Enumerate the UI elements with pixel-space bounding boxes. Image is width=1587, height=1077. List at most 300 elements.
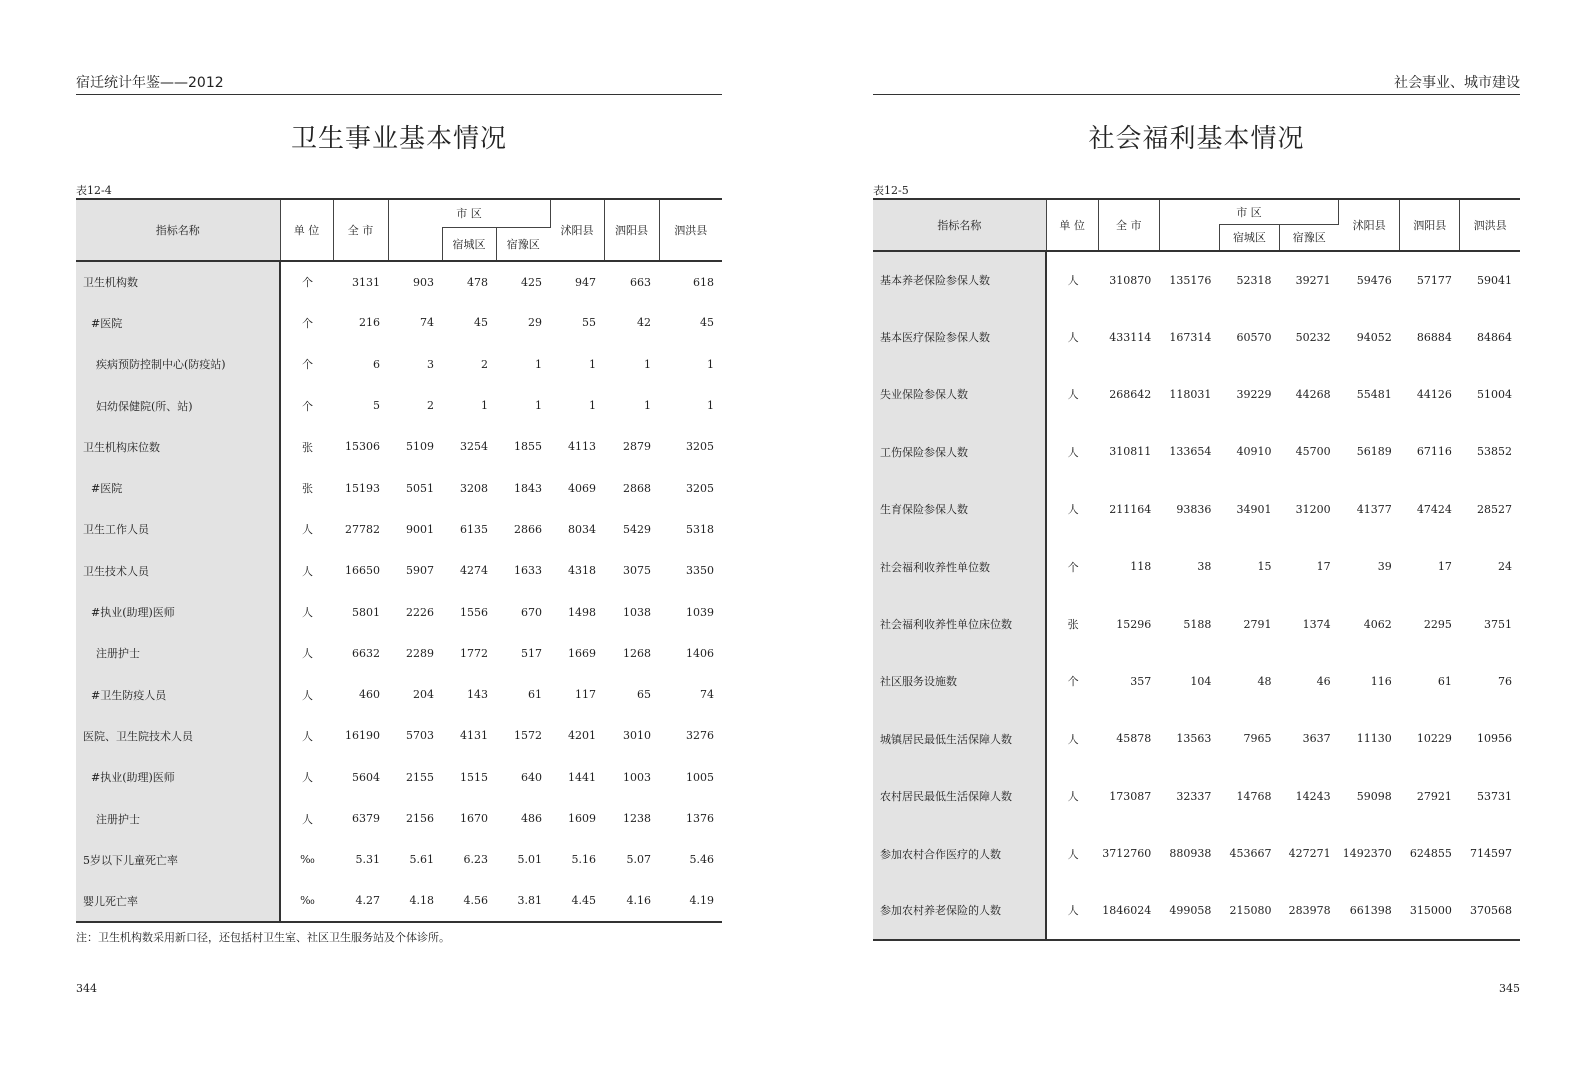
row-value: 211164	[1109, 502, 1152, 516]
row-value: 4.16	[604, 880, 659, 921]
row-value: 60570	[1236, 330, 1272, 344]
row-value: 310870	[1109, 273, 1152, 287]
row-value: 1238	[623, 812, 651, 825]
row-unit: 人	[302, 729, 313, 743]
row-value: 6379	[352, 812, 380, 825]
row-value: 17	[1437, 560, 1452, 574]
header-city: 全 市	[333, 199, 388, 261]
row-name: 城镇居民最低生活保障人数	[873, 710, 1046, 767]
table-row	[76, 426, 722, 467]
row-value: 50232	[1295, 330, 1331, 344]
row-value: 3205	[686, 440, 714, 454]
row-unit: 个	[1067, 675, 1079, 689]
row-value: 2226	[406, 605, 434, 619]
row-name: #执业(助理)医师	[76, 591, 280, 632]
row-value: 133654	[1169, 445, 1212, 459]
row-value: 499058	[1159, 882, 1219, 939]
row-value: 640	[521, 770, 542, 784]
row-value: 84864	[1477, 330, 1512, 344]
row-value: 5051	[406, 481, 434, 495]
row-unit: 人	[1067, 732, 1079, 746]
table-row	[76, 880, 722, 921]
row-value: 5109	[406, 440, 434, 454]
row-value: 4.27	[333, 880, 388, 921]
row-name: 卫生机构床位数	[76, 426, 280, 467]
table-row	[76, 674, 722, 715]
row-value: 61	[528, 688, 542, 702]
row-value: 624855	[1409, 847, 1452, 861]
row-name: 社会福利收养性单位数	[873, 538, 1046, 595]
row-value: 1498	[568, 605, 596, 619]
row-value: 16650	[345, 564, 380, 578]
row-value: 94052	[1356, 330, 1392, 344]
row-name: #卫生防疫人员	[76, 674, 280, 715]
row-name: 医院、卫生院技术人员	[76, 715, 280, 756]
row-value: 16190	[345, 729, 380, 743]
row-value: 15296	[1116, 617, 1152, 631]
header-sihong: 泗洪县	[1460, 199, 1520, 251]
row-value: 135176	[1169, 273, 1212, 287]
row-value: 4274	[460, 564, 488, 578]
row-value: 310811	[1109, 445, 1152, 459]
row-value: 116	[1370, 674, 1392, 688]
row-value: 1406	[686, 646, 714, 660]
row-unit: 人	[302, 771, 313, 785]
header-urban: 市 区	[388, 199, 550, 227]
header-shuyang: 沭阳县	[550, 199, 604, 261]
row-value: 4201	[568, 729, 596, 743]
row-value: 15306	[345, 440, 380, 454]
row-unit: 人	[1067, 503, 1079, 517]
row-unit: 人	[302, 606, 313, 620]
table-row	[76, 839, 722, 880]
row-unit: 个	[302, 358, 313, 372]
row-value: 618	[693, 275, 714, 289]
row-value: 59041	[1477, 273, 1512, 287]
row-name: 生育保险参保人数	[873, 481, 1046, 538]
row-value: 427271	[1288, 847, 1331, 861]
row-value: 283978	[1280, 882, 1339, 939]
row-unit: 人	[1067, 331, 1079, 345]
table-row	[873, 710, 1520, 767]
header-suyu: 宿豫区	[1280, 224, 1339, 251]
table-number-left: 表12-4	[76, 184, 112, 197]
table-row	[76, 385, 722, 426]
row-value: 3712760	[1102, 847, 1152, 861]
row-value: 6632	[352, 646, 380, 660]
row-value: 2156	[406, 812, 434, 825]
row-value: 9001	[406, 522, 434, 536]
row-value: 118031	[1169, 387, 1212, 401]
row-value: 3	[427, 357, 434, 371]
row-value: 5.16	[571, 853, 596, 867]
header-urban: 市 区	[1159, 199, 1338, 224]
row-value: 46	[1316, 674, 1331, 688]
row-value: 2295	[1423, 617, 1452, 631]
header-city: 全 市	[1098, 199, 1159, 251]
row-value: 7965	[1243, 732, 1272, 746]
row-name: 社会福利收养性单位床位数	[873, 595, 1046, 652]
row-value: 118	[1130, 560, 1152, 574]
row-name: 妇幼保健院(所、站)	[76, 385, 280, 426]
row-value: 3075	[623, 564, 651, 578]
row-unit: 人	[1067, 274, 1079, 288]
row-value: 3254	[460, 440, 488, 454]
row-value: 42	[637, 316, 651, 330]
row-name: 社区服务设施数	[873, 653, 1046, 710]
header-suyu: 宿豫区	[496, 227, 550, 261]
row-unit: 个	[302, 399, 313, 413]
table-row	[76, 509, 722, 550]
row-name: 卫生工作人员	[76, 509, 280, 550]
welfare-table-body	[873, 251, 1520, 940]
row-value: 32337	[1176, 789, 1212, 803]
row-value: 1855	[514, 440, 542, 454]
row-value: 1	[707, 399, 714, 413]
row-value: 663	[630, 275, 651, 289]
row-value: 39	[1377, 560, 1392, 574]
table-row	[873, 538, 1520, 595]
row-value: 55	[582, 316, 596, 330]
row-name: 婴儿死亡率	[76, 880, 280, 921]
header-unit: 单 位	[1046, 199, 1098, 251]
row-value: 44268	[1295, 387, 1331, 401]
row-value: 5.31	[355, 853, 380, 867]
row-name: 农村居民最低生活保障人数	[873, 768, 1046, 825]
row-value: 216	[359, 316, 380, 330]
row-value: 15	[1257, 560, 1272, 574]
table-row	[873, 366, 1520, 423]
row-name: 基本医疗保险参保人数	[873, 308, 1046, 365]
row-unit: 个	[1067, 560, 1079, 574]
header-indicator-name: 指标名称	[76, 199, 280, 261]
row-unit: 张	[1067, 618, 1079, 632]
row-value: 56189	[1356, 445, 1392, 459]
row-value: 5	[373, 399, 380, 413]
page-title-left: 卫生事业基本情况	[290, 124, 507, 154]
row-value: 486	[521, 812, 542, 825]
row-value: 453667	[1229, 847, 1272, 861]
row-value: 315000	[1400, 882, 1460, 939]
row-value: 93836	[1176, 502, 1212, 516]
table-row	[873, 768, 1520, 825]
row-value: 1	[589, 399, 596, 413]
health-table	[76, 198, 722, 923]
row-unit: 人	[302, 688, 313, 702]
row-value: 59098	[1356, 789, 1392, 803]
row-value: 45878	[1116, 732, 1152, 746]
row-value: 38	[1197, 560, 1212, 574]
row-value: 1441	[568, 770, 596, 784]
row-value: 1038	[623, 605, 651, 619]
row-unit: 人	[302, 523, 313, 537]
row-value: 11130	[1356, 732, 1392, 746]
table-row	[76, 591, 722, 632]
row-unit: 人	[1067, 445, 1079, 459]
row-name: 注册护士	[76, 798, 280, 839]
row-value: 59476	[1356, 273, 1392, 287]
row-unit: 人	[302, 647, 313, 661]
row-value: 1	[644, 357, 651, 371]
row-value: 670	[521, 605, 542, 619]
row-value: 1	[707, 357, 714, 371]
row-value: 1772	[460, 646, 488, 660]
row-value: 5703	[406, 729, 434, 743]
header-indicator-name: 指标名称	[873, 199, 1046, 251]
table-row	[76, 715, 722, 756]
row-name: #执业(助理)医师	[76, 757, 280, 798]
header-sucheng: 宿城区	[1219, 224, 1279, 251]
page-title-right: 社会福利基本情况	[1088, 124, 1305, 154]
row-value: 15193	[345, 481, 380, 495]
row-value: 3350	[686, 564, 714, 578]
header-siyang: 泗阳县	[1400, 199, 1460, 251]
row-value: 2289	[406, 646, 434, 660]
row-value: 3276	[686, 729, 714, 743]
health-table-body	[76, 261, 722, 922]
row-value: 370568	[1460, 882, 1520, 939]
table-row	[873, 423, 1520, 480]
header-urban-total	[1159, 224, 1219, 251]
row-value: 6135	[460, 522, 488, 536]
row-value: 460	[359, 688, 380, 702]
page-number-right: 345	[1499, 982, 1520, 995]
row-value: 5.01	[517, 853, 542, 867]
row-value: 4.19	[659, 880, 722, 921]
row-value: 1556	[460, 605, 488, 619]
row-value: 215080	[1219, 882, 1279, 939]
row-value: 661398	[1339, 882, 1400, 939]
row-value: 3010	[623, 729, 651, 743]
row-value: 1	[589, 357, 596, 371]
row-value: 4113	[568, 440, 596, 454]
row-name: 疾病预防控制中心(防疫站)	[76, 344, 280, 385]
row-value: 425	[521, 275, 542, 289]
table-row	[873, 308, 1520, 365]
row-unit: 张	[302, 482, 313, 496]
row-value: 86884	[1416, 330, 1452, 344]
row-value: 1003	[623, 770, 651, 784]
row-value: 2868	[623, 481, 651, 495]
table-row	[873, 481, 1520, 538]
row-value: 5604	[352, 770, 380, 784]
table-row	[76, 344, 722, 385]
row-value: 167314	[1169, 330, 1212, 344]
row-value: 1669	[568, 646, 596, 660]
row-unit: 人	[1067, 790, 1079, 804]
row-value: 2791	[1243, 617, 1272, 631]
row-value: 1633	[514, 564, 542, 578]
table-row	[76, 633, 722, 674]
row-value: 2866	[514, 522, 542, 536]
row-value: 5.46	[689, 853, 714, 867]
row-value: 5.61	[409, 853, 434, 867]
row-value: 40910	[1236, 445, 1272, 459]
row-unit: ‰	[300, 853, 315, 867]
row-value: 27782	[345, 522, 380, 536]
table-row	[76, 261, 722, 302]
row-value: 5188	[1183, 617, 1212, 631]
row-value: 1492370	[1342, 847, 1392, 861]
row-value: 4062	[1363, 617, 1392, 631]
row-value: 2	[427, 399, 434, 413]
row-value: 903	[413, 275, 434, 289]
row-name: 卫生技术人员	[76, 550, 280, 591]
row-value: 6	[373, 357, 380, 371]
row-value: 4.56	[442, 880, 496, 921]
row-value: 31200	[1295, 502, 1331, 516]
table-row	[76, 798, 722, 839]
table-row	[873, 882, 1520, 939]
row-value: 714597	[1470, 847, 1512, 861]
row-value: 104	[1190, 674, 1212, 688]
row-name: 基本养老保险参保人数	[873, 251, 1046, 308]
row-value: 143	[467, 688, 488, 702]
row-value: 67116	[1416, 445, 1452, 459]
table-row	[76, 467, 722, 508]
row-value: 1	[535, 357, 542, 371]
row-value: 1	[644, 399, 651, 413]
row-value: 55481	[1356, 387, 1392, 401]
row-value: 5801	[352, 605, 380, 619]
page-number-left: 344	[76, 982, 97, 995]
row-unit: 人	[302, 812, 313, 826]
row-value: 1846024	[1098, 882, 1159, 939]
row-value: 1039	[686, 605, 714, 619]
row-value: 1005	[686, 770, 714, 784]
row-value: 10229	[1416, 732, 1452, 746]
row-value: 5907	[406, 564, 434, 578]
row-value: 45	[700, 316, 714, 330]
row-value: 1268	[623, 646, 651, 660]
header-shuyang: 沭阳县	[1339, 199, 1400, 251]
row-value: 3131	[352, 275, 380, 289]
row-value: 57177	[1416, 273, 1452, 287]
right-page	[873, 0, 1520, 1077]
row-name: #医院	[76, 302, 280, 343]
row-value: 4318	[568, 564, 596, 578]
row-value: 1609	[568, 812, 596, 825]
row-value: 1376	[686, 812, 714, 825]
table-number-right: 表12-5	[873, 184, 909, 197]
welfare-table	[873, 198, 1520, 941]
row-value: 39229	[1236, 387, 1272, 401]
header-siyang: 泗阳县	[604, 199, 659, 261]
row-name: 失业保险参保人数	[873, 366, 1046, 423]
row-unit: 个	[302, 316, 313, 330]
row-unit: 个	[302, 276, 313, 290]
row-value: 4.18	[388, 880, 442, 921]
table-row	[873, 653, 1520, 710]
row-value: 10956	[1477, 732, 1512, 746]
row-value: 173087	[1109, 789, 1152, 803]
row-unit: ‰	[280, 880, 333, 921]
row-unit: 人	[1046, 882, 1098, 939]
row-value: 13563	[1176, 732, 1212, 746]
row-value: 24	[1498, 560, 1512, 574]
row-value: 947	[575, 275, 596, 289]
row-value: 65	[637, 688, 651, 702]
row-value: 45700	[1295, 445, 1331, 459]
row-value: 41377	[1356, 502, 1392, 516]
row-value: 433114	[1109, 330, 1152, 344]
row-value: 117	[575, 688, 596, 702]
row-value: 28527	[1477, 502, 1512, 516]
row-value: 204	[413, 688, 434, 702]
row-value: 14243	[1295, 789, 1331, 803]
table-row	[873, 251, 1520, 308]
row-value: 6.23	[463, 853, 488, 867]
row-value: 4.45	[550, 880, 604, 921]
row-value: 53852	[1477, 445, 1512, 459]
row-value: 27921	[1416, 789, 1452, 803]
row-value: 2155	[406, 770, 434, 784]
row-unit: 张	[302, 440, 313, 454]
table-row	[76, 757, 722, 798]
table-row	[76, 302, 722, 343]
row-value: 34901	[1236, 502, 1272, 516]
row-value: 17	[1316, 560, 1331, 574]
table-note: 注：卫生机构数采用新口径，还包括村卫生室、社区卫生服务站及个体诊所。	[76, 931, 450, 944]
running-head-right: 社会事业、城市建设	[873, 76, 1520, 95]
row-value: 4131	[460, 729, 488, 743]
row-value: 45	[474, 316, 488, 330]
row-value: 880938	[1169, 847, 1212, 861]
row-value: 357	[1130, 674, 1152, 688]
row-name: #医院	[76, 467, 280, 508]
row-value: 4069	[568, 481, 596, 495]
row-value: 1	[535, 399, 542, 413]
row-name: 5岁以下儿童死亡率	[76, 839, 280, 880]
row-value: 8034	[568, 522, 596, 536]
row-value: 52318	[1236, 273, 1272, 287]
row-value: 1374	[1302, 617, 1331, 631]
running-head-left: 宿迁统计年鉴——2012	[76, 76, 722, 95]
row-value: 53731	[1477, 789, 1512, 803]
row-name: 参加农村合作医疗的人数	[873, 825, 1046, 882]
row-value: 1515	[460, 770, 488, 784]
header-sihong: 泗洪县	[659, 199, 722, 261]
row-value: 76	[1498, 674, 1512, 688]
row-value: 3.81	[496, 880, 550, 921]
row-unit: 人	[1067, 847, 1079, 861]
row-value: 14768	[1236, 789, 1272, 803]
row-value: 5429	[623, 522, 651, 536]
row-value: 29	[528, 316, 542, 330]
row-value: 268642	[1109, 387, 1152, 401]
row-unit: 人	[1067, 388, 1079, 402]
row-value: 3208	[460, 481, 488, 495]
row-value: 1843	[514, 481, 542, 495]
table-row	[873, 825, 1520, 882]
row-value: 51004	[1477, 387, 1512, 401]
row-value: 74	[700, 688, 714, 702]
row-value: 3751	[1484, 617, 1512, 631]
row-value: 48	[1257, 674, 1272, 688]
row-value: 517	[521, 646, 542, 660]
row-value: 1	[481, 399, 488, 413]
row-unit: 人	[302, 564, 313, 578]
row-value: 5318	[686, 522, 714, 536]
header-unit: 单 位	[280, 199, 333, 261]
left-page	[76, 0, 722, 1077]
row-value: 61	[1437, 674, 1452, 688]
header-sucheng: 宿城区	[442, 227, 496, 261]
row-value: 2	[481, 357, 488, 371]
row-value: 39271	[1295, 273, 1331, 287]
table-row	[76, 550, 722, 591]
row-value: 5.07	[626, 853, 651, 867]
